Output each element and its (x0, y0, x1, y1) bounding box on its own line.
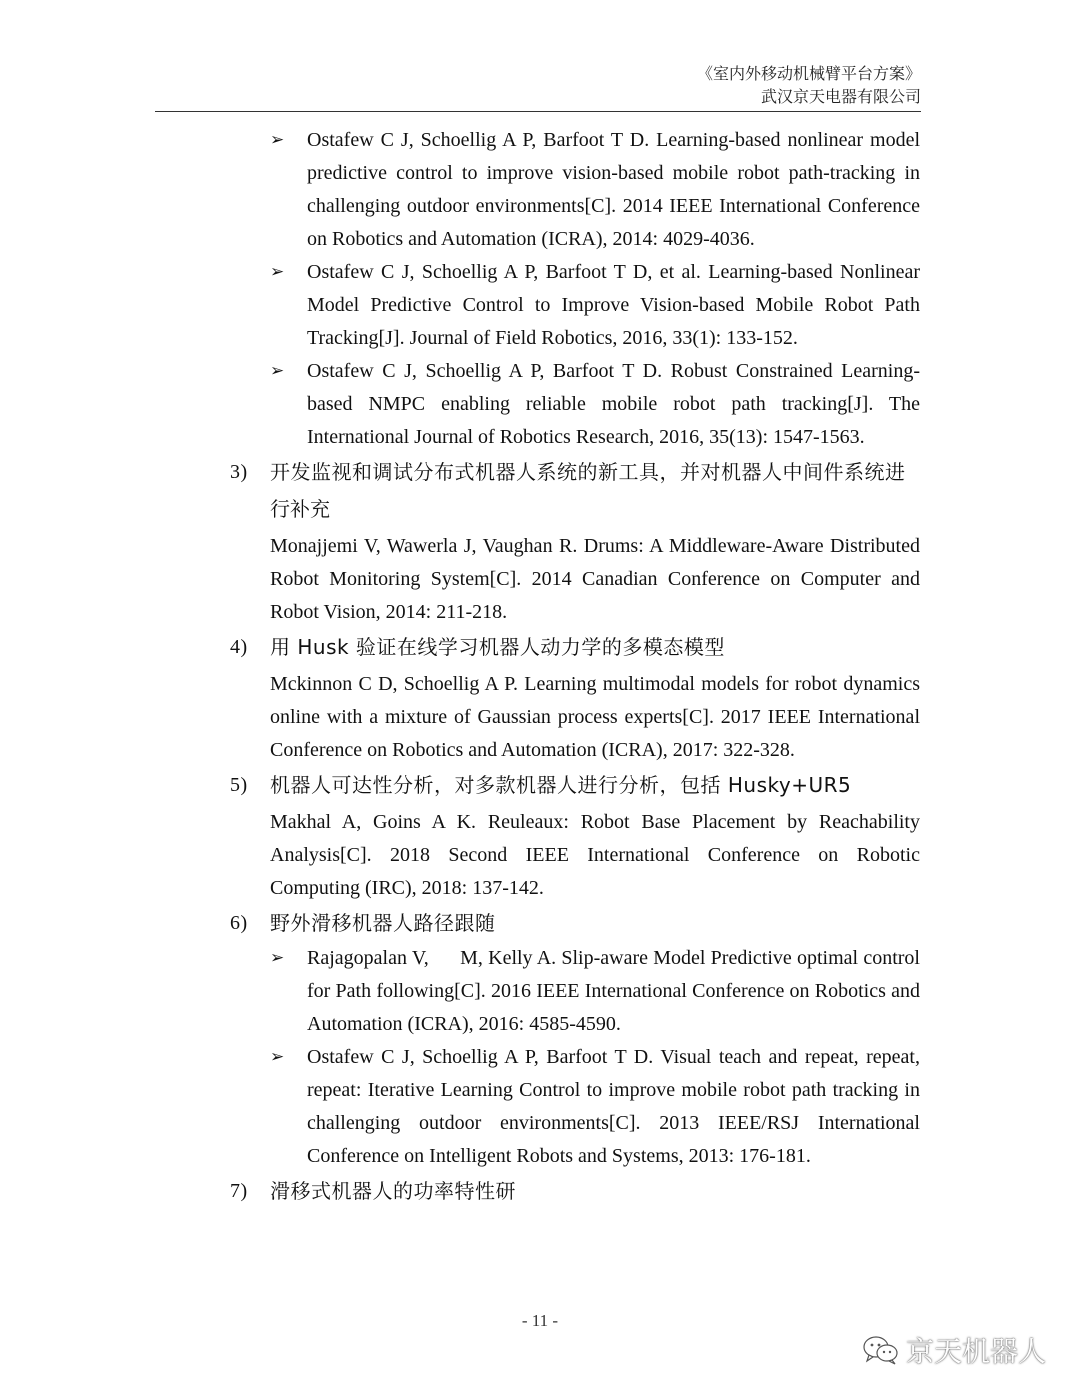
reference-text: Ostafew C J, Schoellig A P, Barfoot T D, et al. Learning-based Nonlinear Model Predictive Control to Improve Vision-based Mobile Robot Path Tracking[J]. Journal of Field Robotics, 2016, 33(1): 133-152. (307, 261, 920, 349)
section-title: 滑移式机器人的功率特性研 (270, 1179, 516, 1203)
arrow-bullet-icon: ➢ (270, 948, 285, 968)
section-title-continued: 行补充 (270, 497, 330, 521)
reference-text: Makhal A, Goins A K. Reuleaux: Robot Base Placement by Reachability Analysis[C]. 2018 Second IEEE International Conference on Robotic Computing (IRC), 2018: 137-142. (270, 811, 920, 899)
list-item (230, 355, 920, 454)
section-heading (230, 629, 920, 666)
reference-text: Ostafew C J, Schoellig A P, Barfoot T D. Learning-based nonlinear model predictive control to improve vision-based mobile robot path-tracking in challenging outdoor environments[C]. 2014 IEEE International Conference on Robotics and Automation (ICRA), 2014: 4029-4036. (307, 129, 920, 250)
section-6-reference-list (270, 942, 925, 1173)
page-body (230, 124, 925, 1210)
section-number: 7) (230, 1180, 248, 1202)
section-heading (230, 767, 920, 804)
section-heading (230, 1173, 920, 1210)
section-title: 开发监视和调试分布式机器人系统的新工具，并对机器人中间件系统进 (270, 460, 906, 484)
section-title: 机器人可达性分析，对多款机器人进行分析，包括 Husky+UR5 (270, 773, 852, 797)
wechat-icon (862, 1334, 900, 1366)
arrow-bullet-icon: ➢ (270, 262, 285, 282)
section-number: 3) (230, 461, 248, 483)
document-title: 《室内外移动机械臂平台方案》 (696, 64, 921, 83)
list-item (230, 256, 920, 355)
reference-text: Ostafew C J, Schoellig A P, Barfoot T D. Visual teach and repeat, repeat, repeat: Iterative Learning Control to improve mobile robot path tracking in challenging outdoor environments[C]. 2013 IEEE/RSJ International Conference on Intelligent Robots and Systems, 2013: 176-181. (307, 1046, 920, 1167)
list-item (230, 124, 920, 256)
top-reference-list (230, 124, 920, 454)
company-name: 武汉京天电器有限公司 (760, 87, 921, 106)
list-item (270, 1041, 920, 1173)
section-7 (230, 1173, 920, 1210)
section-3 (230, 454, 920, 629)
reference-text: Ostafew C J, Schoellig A P, Barfoot T D. Robust Constrained Learning-based NMPC enabling reliable mobile robot path tracking[J]. The International Journal of Robotics Research, 2016, 35(13): 1547-1563. (307, 360, 920, 448)
section-number: 5) (230, 774, 248, 796)
reference-text: Monajjemi V, Wawerla J, Vaughan R. Drums: A Middleware-Aware Distributed Robot Monitoring System[C]. 2014 Canadian Conference on Computer and Robot Vision, 2014: 211-218. (270, 535, 920, 623)
section-title: 用 Husk 验证在线学习机器人动力学的多模态模型 (270, 635, 725, 659)
header-divider (155, 111, 921, 112)
section-number: 6) (230, 912, 248, 934)
section-heading (230, 905, 920, 942)
section-heading (230, 454, 920, 491)
list-item (270, 942, 925, 1041)
reference-text: Mckinnon C D, Schoellig A P. Learning multimodal models for robot dynamics online with a mixture of Gaussian process experts[C]. 2017 IEEE International Conference on Robotics and Automation (ICRA), 2017: 322-328. (270, 673, 920, 761)
section-number: 4) (230, 636, 248, 658)
arrow-bullet-icon: ➢ (270, 361, 285, 381)
arrow-bullet-icon: ➢ (270, 130, 285, 150)
section-6 (230, 905, 925, 1173)
page-number: - 11 - (521, 1311, 559, 1330)
page-header (155, 62, 921, 108)
section-5 (230, 767, 920, 905)
section-title: 野外滑移机器人路径跟随 (270, 911, 496, 935)
watermark (862, 1330, 1046, 1370)
section-4 (230, 629, 920, 767)
reference-text: Rajagopalan V, M, Kelly A. Slip-aware Model Predictive optimal control for Path following[C]. 2016 IEEE International Conference on Robotics and Automation (ICRA), 2016: 4585-4590. (307, 947, 925, 1035)
arrow-bullet-icon: ➢ (270, 1047, 285, 1067)
watermark-text: 京天机器人 (905, 1335, 1046, 1368)
